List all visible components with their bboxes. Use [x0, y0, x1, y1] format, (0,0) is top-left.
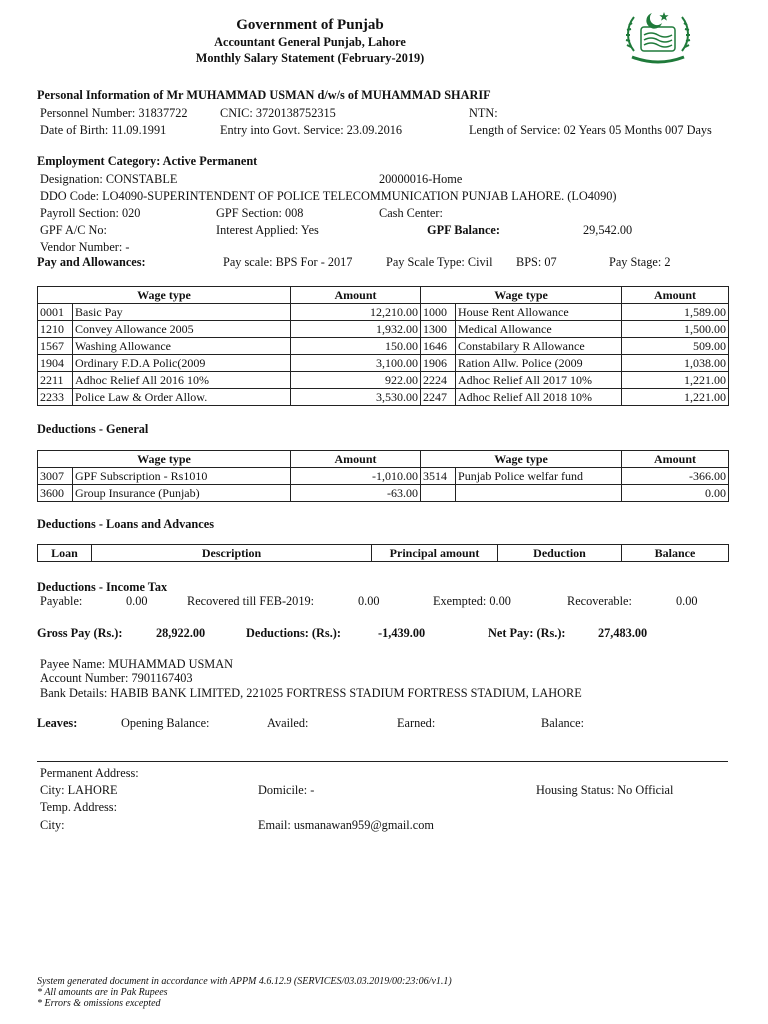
principal-amount-header: Principal amount — [372, 545, 498, 562]
availed: Availed: — [267, 716, 309, 730]
home-code: 20000016-Home — [379, 172, 463, 186]
statement-title: Monthly Salary Statement (February-2019) — [195, 51, 425, 65]
wage-code: 2233 — [38, 389, 73, 406]
ntn: NTN: — [469, 106, 498, 120]
temp-address: Temp. Address: — [40, 800, 118, 814]
payee-name: Payee Name: MUHAMMAD USMAN — [40, 657, 233, 671]
wage-type-header: Wage type — [421, 287, 622, 304]
wage-amount: 922.00 — [291, 372, 421, 389]
wage-code: 2211 — [38, 372, 73, 389]
wage-code: 0001 — [38, 304, 73, 321]
table-row — [38, 355, 729, 372]
wage-code: 1904 — [38, 355, 73, 372]
cash-center: Cash Center: — [379, 206, 443, 220]
recoverable-label: Recoverable: — [567, 594, 632, 608]
wage-amount: -1,010.00 — [291, 468, 421, 485]
wage-amount: 150.00 — [291, 338, 421, 355]
wage-code: 1300 — [421, 321, 456, 338]
city: City: LAHORE — [40, 783, 118, 797]
wage-amount: 509.00 — [622, 338, 729, 355]
recovered-label: Recovered till FEB-2019: — [187, 594, 315, 608]
wage-name: GPF Subscription - Rs1010 — [73, 468, 291, 485]
recovered-value: 0.00 — [358, 594, 380, 608]
deductions-general-table — [37, 450, 729, 502]
net-pay-label: Net Pay: (Rs.): — [488, 626, 566, 640]
earned: Earned: — [397, 716, 436, 730]
exempted: Exempted: 0.00 — [433, 594, 511, 608]
wage-amount: 3,530.00 — [291, 389, 421, 406]
housing-status: Housing Status: No Official — [536, 783, 674, 797]
pay-scale-type: Pay Scale Type: Civil — [386, 255, 493, 269]
temp-city: City: — [40, 818, 65, 832]
wage-amount: 1,500.00 — [622, 321, 729, 338]
pay-scale: Pay scale: BPS For - 2017 — [223, 255, 353, 269]
permanent-address: Permanent Address: — [40, 766, 139, 780]
table-row — [38, 485, 729, 502]
wage-code: 1567 — [38, 338, 73, 355]
wage-code: 3007 — [38, 468, 73, 485]
amount-header: Amount — [622, 451, 729, 468]
deductions-total-label: Deductions: (Rs.): — [246, 626, 341, 640]
wage-name: Washing Allowance — [73, 338, 291, 355]
amount-header: Amount — [291, 451, 421, 468]
date-of-birth: Date of Birth: 11.09.1991 — [40, 123, 167, 137]
wage-amount: 1,038.00 — [622, 355, 729, 372]
leaves-label: Leaves: — [37, 716, 78, 730]
interest-applied: Interest Applied: Yes — [216, 223, 319, 237]
table-row — [38, 468, 729, 485]
wage-amount: 0.00 — [622, 485, 729, 502]
domicile: Domicile: - — [258, 783, 315, 797]
wage-amount: 1,221.00 — [622, 372, 729, 389]
employment-heading: Employment Category: Active Permanent — [37, 154, 258, 168]
wage-type-header: Wage type — [38, 451, 291, 468]
gpf-ac-no: GPF A/C No: — [40, 223, 107, 237]
personnel-number: Personnel Number: 31837722 — [40, 106, 188, 120]
wage-name — [456, 485, 622, 502]
footer-note: System generated document in accordance with APPM 4.6.12.9 (SERVICES/03.03.2019/00:23:06/v1.1) — [37, 976, 452, 987]
length-of-service: Length of Service: 02 Years 05 Months 007 Days — [469, 123, 712, 137]
email: Email: usmanawan959@gmail.com — [258, 818, 434, 832]
account-number: Account Number: 7901167403 — [40, 671, 193, 685]
wage-code: 2247 — [421, 389, 456, 406]
wage-name: Punjab Police welfar fund — [456, 468, 622, 485]
wage-amount: 12,210.00 — [291, 304, 421, 321]
vendor-number: Vendor Number: - — [40, 240, 130, 254]
amount-header: Amount — [291, 287, 421, 304]
wage-type-header: Wage type — [421, 451, 622, 468]
wage-amount: -366.00 — [622, 468, 729, 485]
wage-name: Ordinary F.D.A Polic(2009 — [73, 355, 291, 372]
wage-name: Adhoc Relief All 2017 10% — [456, 372, 622, 389]
leave-balance: Balance: — [541, 716, 585, 730]
gross-pay-label: Gross Pay (Rs.): — [37, 626, 123, 640]
pay-allowances-table — [37, 286, 729, 406]
wage-code: 1646 — [421, 338, 456, 355]
wage-name: Ration Allw. Police (2009 — [456, 355, 622, 372]
balance-header: Balance — [622, 545, 729, 562]
wage-name: Convey Allowance 2005 — [73, 321, 291, 338]
payable-value: 0.00 — [126, 594, 148, 608]
deductions-general-heading: Deductions - General — [37, 422, 149, 436]
description-header: Description — [92, 545, 372, 562]
recoverable-value: 0.00 — [676, 594, 698, 608]
wage-name: Adhoc Relief All 2018 10% — [456, 389, 622, 406]
wage-name: Adhoc Relief All 2016 10% — [73, 372, 291, 389]
pay-heading: Pay and Allowances: — [37, 255, 146, 269]
footer-note: * All amounts are in Pak Rupees — [37, 987, 168, 998]
amount-header: Amount — [622, 287, 729, 304]
wage-code: 3514 — [421, 468, 456, 485]
designation: Designation: CONSTABLE — [40, 172, 178, 186]
table-row — [38, 338, 729, 355]
table-row — [38, 372, 729, 389]
loans-table — [37, 544, 729, 562]
divider — [37, 761, 728, 762]
gross-pay-value: 28,922.00 — [156, 626, 206, 640]
wage-code: 1210 — [38, 321, 73, 338]
wage-code: 1906 — [421, 355, 456, 372]
deduction-header: Deduction — [498, 545, 622, 562]
payable-label: Payable: — [40, 594, 83, 608]
entry-into-service: Entry into Govt. Service: 23.09.2016 — [220, 123, 403, 137]
wage-name: Group Insurance (Punjab) — [73, 485, 291, 502]
personal-heading: Personal Information of Mr MUHAMMAD USMAN d/w/s of MUHAMMAD SHARIF — [37, 88, 491, 102]
wage-name: Basic Pay — [73, 304, 291, 321]
ddo-code: DDO Code: LO4090-SUPERINTENDENT OF POLICE TELECOMMUNICATION PUNJAB LAHORE. (LO4090) — [40, 189, 617, 203]
wage-name: Medical Allowance — [456, 321, 622, 338]
bps: BPS: 07 — [516, 255, 557, 269]
wage-amount: 3,100.00 — [291, 355, 421, 372]
wage-amount: 1,932.00 — [291, 321, 421, 338]
gpf-balance-value: 29,542.00 — [583, 223, 633, 237]
deductions-total-value: -1,439.00 — [378, 626, 426, 640]
loans-heading: Deductions - Loans and Advances — [37, 517, 214, 531]
wage-code — [421, 485, 456, 502]
gpf-balance-label: GPF Balance: — [427, 223, 500, 237]
table-header-row — [38, 287, 729, 304]
wage-code: 1000 — [421, 304, 456, 321]
wage-code: 2224 — [421, 372, 456, 389]
page-subtitle: Accountant General Punjab, Lahore — [214, 35, 406, 49]
pay-stage: Pay Stage: 2 — [609, 255, 671, 269]
loan-header: Loan — [38, 545, 92, 562]
page-title: Government of Punjab — [236, 17, 384, 33]
table-header-row — [38, 545, 729, 562]
punjab-government-emblem-icon — [624, 7, 692, 69]
wage-amount: -63.00 — [291, 485, 421, 502]
wage-name: Police Law & Order Allow. — [73, 389, 291, 406]
wage-name: House Rent Allowance — [456, 304, 622, 321]
wage-amount: 1,221.00 — [622, 389, 729, 406]
payroll-section: Payroll Section: 020 — [40, 206, 141, 220]
wage-name: Constabilary R Allowance — [456, 338, 622, 355]
footer-note: * Errors & omissions excepted — [37, 998, 161, 1009]
wage-type-header: Wage type — [38, 287, 291, 304]
net-pay-value: 27,483.00 — [598, 626, 648, 640]
wage-code: 3600 — [38, 485, 73, 502]
table-row — [38, 321, 729, 338]
wage-amount: 1,589.00 — [622, 304, 729, 321]
income-tax-heading: Deductions - Income Tax — [37, 580, 168, 594]
table-row — [38, 389, 729, 406]
cnic: CNIC: 3720138752315 — [220, 106, 336, 120]
table-header-row — [38, 451, 729, 468]
opening-balance: Opening Balance: — [121, 716, 210, 730]
gpf-section: GPF Section: 008 — [216, 206, 304, 220]
bank-details: Bank Details: HABIB BANK LIMITED, 221025 FORTRESS STADIUM FORTRESS STADIUM, LAHORE — [40, 686, 582, 700]
table-row — [38, 304, 729, 321]
